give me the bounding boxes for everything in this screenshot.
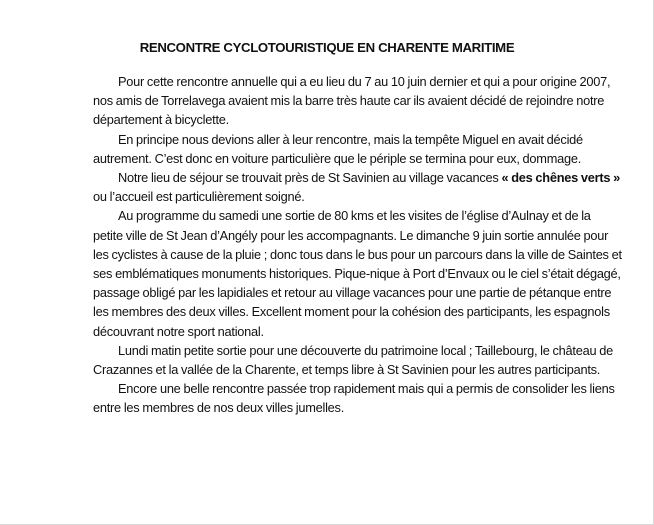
paragraph-3-text-before: Notre lieu de séjour se trouvait près de St Savinien au village vacances (118, 170, 502, 186)
paragraph-3 (93, 168, 623, 206)
document-body (93, 72, 623, 418)
paragraph-4: Au programme du samedi une sortie de 80 kms et les visites de l’église d’Aulnay et de la petite ville de St Jean d’Angély pour les accompagnants. Le dimanche 9 juin sortie annulée pour les cyclistes à cause de la pluie ; donc tous dans le bus pour un parcours dans la ville de Saintes et ses emblématiques monuments historiques. Pique-nique à Port d’Envaux ou le ciel s’était dégagé, passage obligé par les lapidiales et retour au village vacances pour une partie de pétanque entre les membres des deux villes. Excellent moment pour la cohésion des participants, les espagnols découvrant notre sport national. (93, 208, 622, 339)
village-name-emphasis: « des chênes verts » (501, 170, 621, 186)
paragraph-2: En principe nous devions aller à leur rencontre, mais la tempête Miguel en avait décidé autrement. C’est donc en voiture particulière que le périple se termina pour eux, dommage. (93, 131, 583, 166)
paragraph-5: Lundi matin petite sortie pour une découverte du patrimoine local ; Taillebourg, le château de Crazannes et la vallée de la Charente, et temps libre à St Savinien pour les autres participants. (93, 342, 613, 378)
paragraph-3-text-after: ou l’accueil est particulièrement soigné. (93, 189, 305, 205)
paragraph-1: Pour cette rencontre annuelle qui a eu lieu du 7 au 10 juin dernier et qui a pour origine 2007, nos amis de Torrelavega avaient mis la barre très haute car ils avaient décidé de rejoindre notre département à bicyclette. (93, 74, 611, 128)
document-title: RENCONTRE CYCLOTOURISTIQUE EN CHARENTE MARITIME (139, 40, 515, 55)
paragraph-6: Encore une belle rencontre passée trop rapidement mais qui a permis de consolider les liens entre les membres de nos deux villes jumelles. (93, 381, 615, 416)
